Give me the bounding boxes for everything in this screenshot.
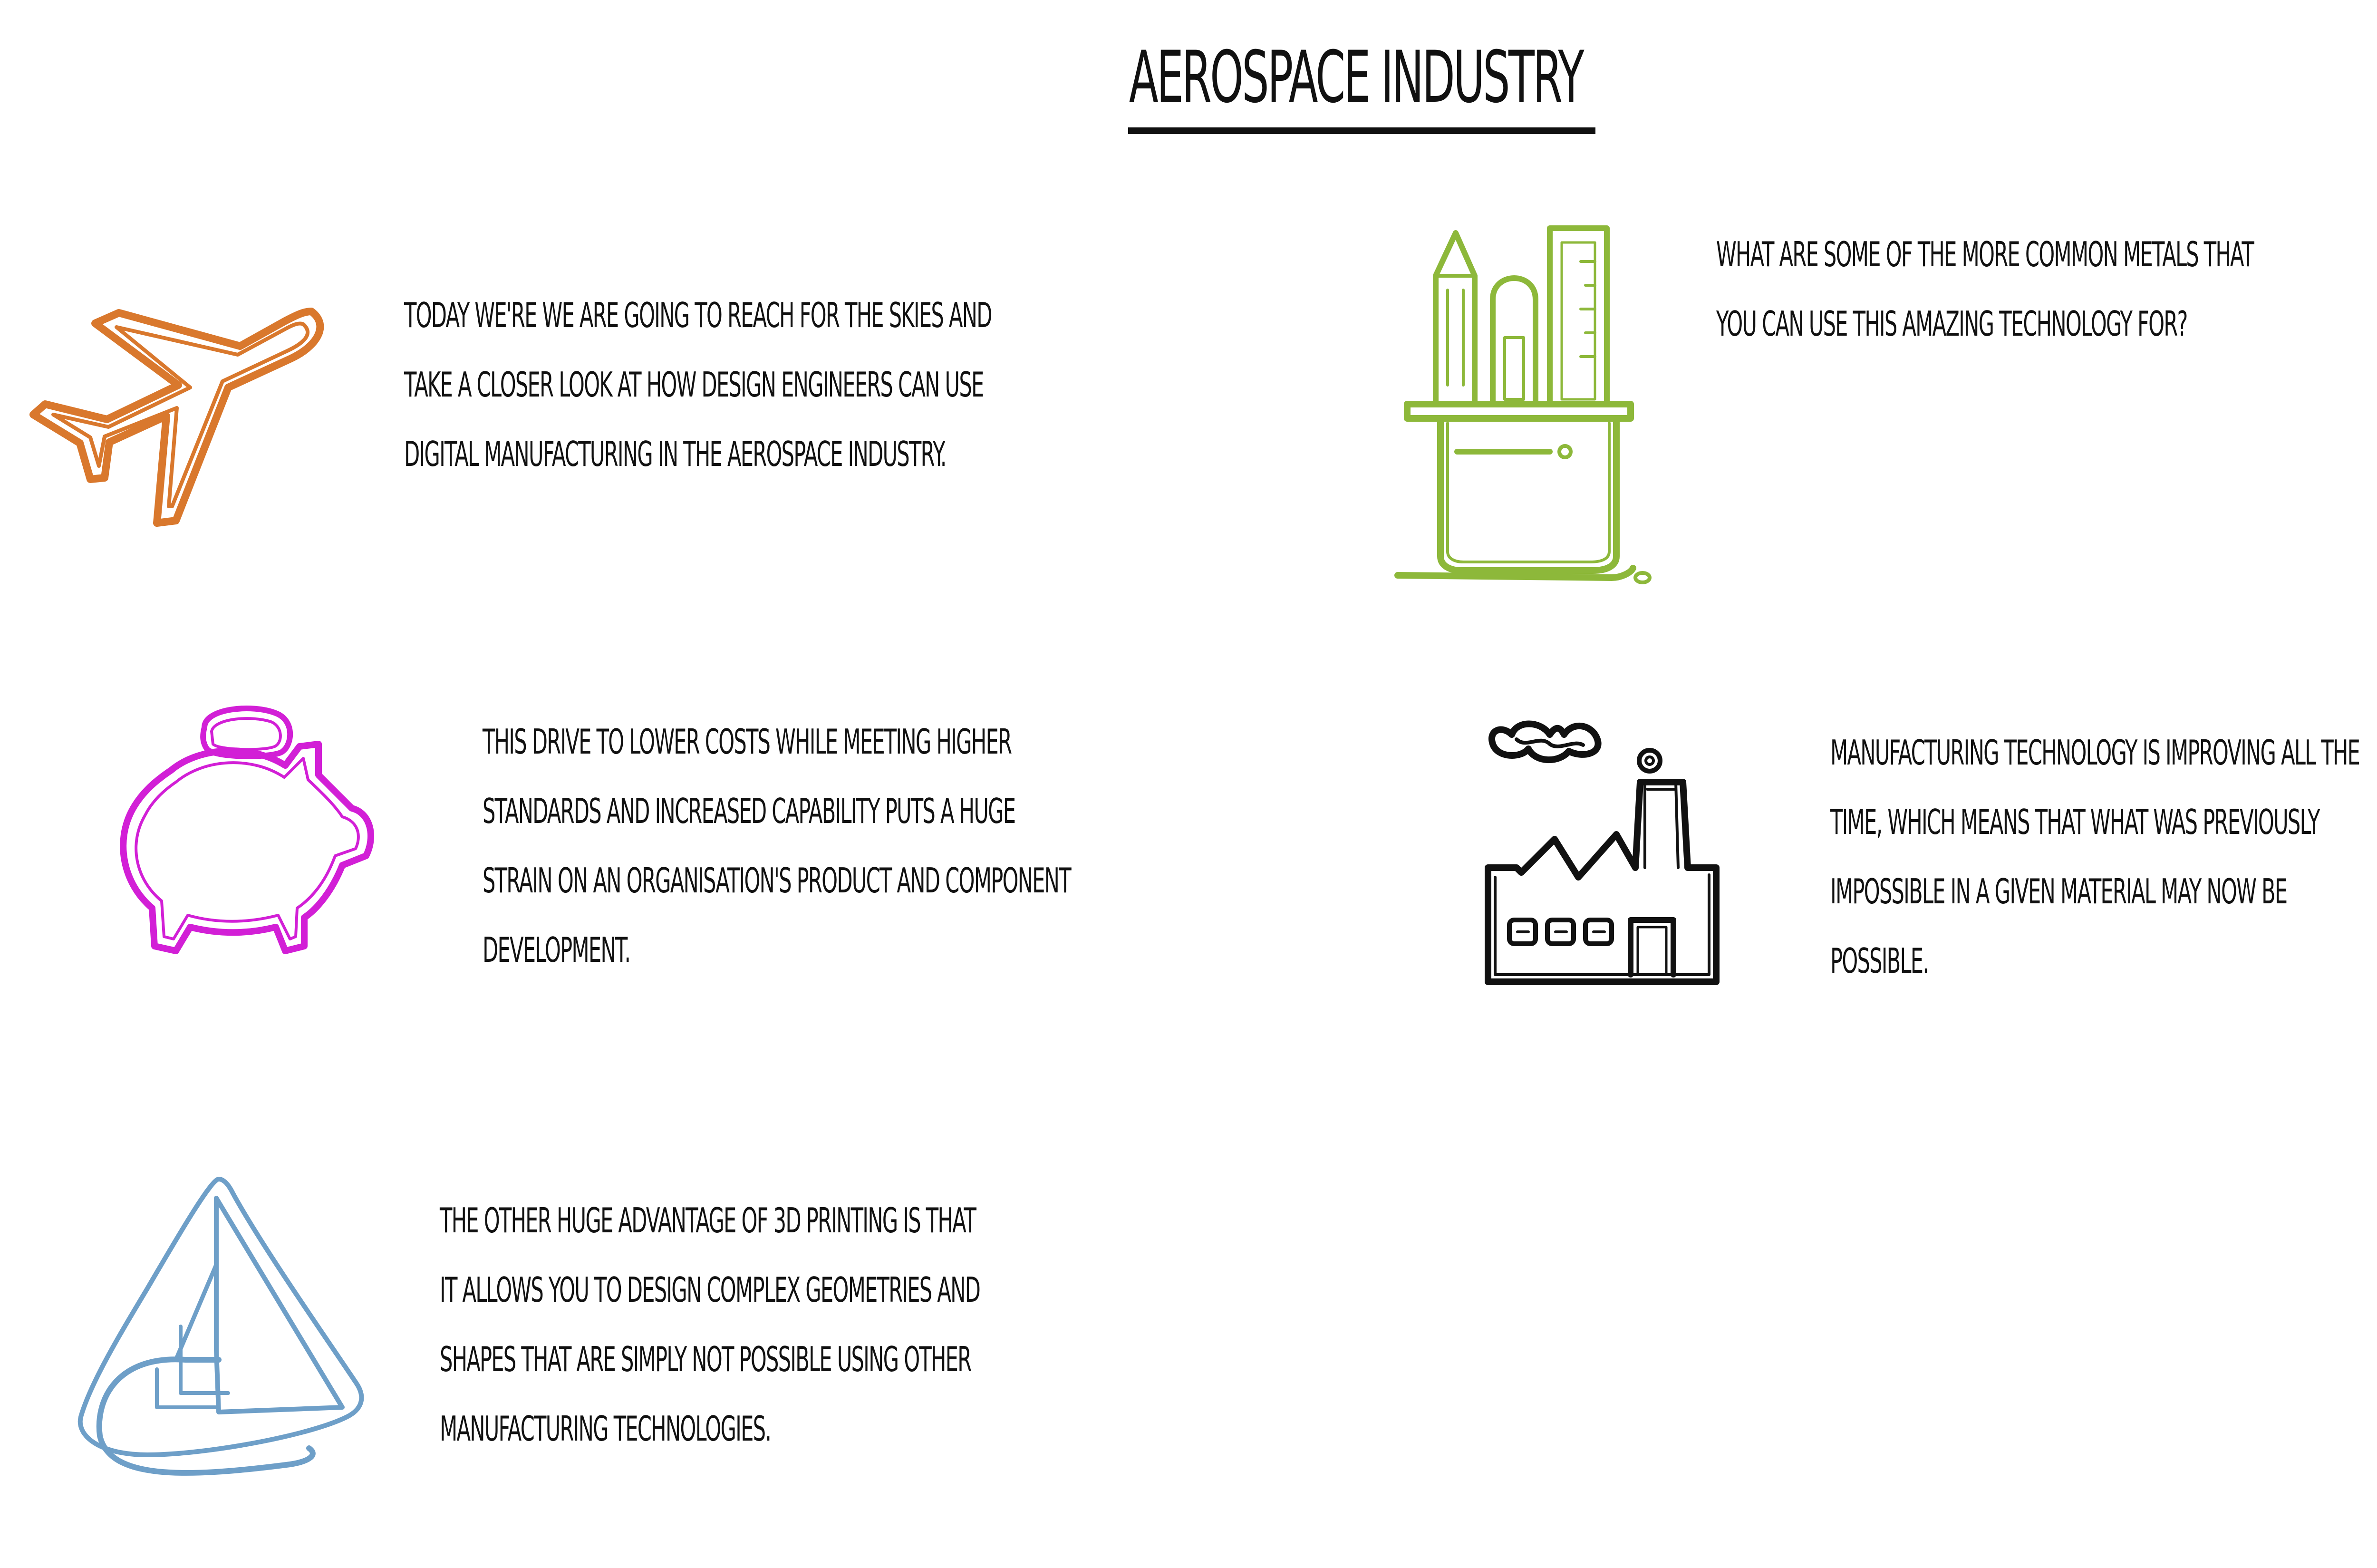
- pencil-cup-icon: [1393, 223, 1659, 594]
- page-title: AEROSPACE INDUSTRY: [1129, 36, 1583, 119]
- factory-icon: [1483, 716, 1730, 991]
- paragraph-technology-improving: MANUFACTURING TECHNOLOGY IS IMPROVING ALL THE TIME, WHICH MEANS THAT WHAT WAS PREVIOUSLY IMPOSSIBLE IN A GIVEN MATERIAL MAY NOW BE POSSIBLE.: [1830, 733, 2360, 981]
- paragraph-reach-for-skies: TODAY WE'RE WE ARE GOING TO REACH FOR THE SKIES AND TAKE A CLOSER LOOK AT HOW DESIGN ENGINEERS CAN USE DIGITAL MANUFACTURING IN THE AEROSPACE INDUSTRY.: [404, 295, 992, 474]
- paragraph-lower-costs: THIS DRIVE TO LOWER COSTS WHILE MEETING HIGHER STANDARDS AND INCREASED CAPABILITY PUTS A HUGE STRAIN ON AN ORGANISATION'S PRODUCT AND COMPONENT DEVELOPMENT.: [483, 722, 1071, 970]
- title-underline: [1128, 127, 1595, 134]
- airplane-icon: [19, 290, 333, 528]
- paragraph-complex-geometries: THE OTHER HUGE ADVANTAGE OF 3D PRINTING IS THAT IT ALLOWS YOU TO DESIGN COMPLEX GEOMETRIES AND SHAPES THAT ARE SIMPLY NOT POSSIBLE USING OTHER MANUFACTURING TECHNOLOGIES.: [440, 1200, 980, 1449]
- geometry-triangle-icon: [62, 1170, 376, 1493]
- paragraph-common-metals: WHAT ARE SOME OF THE MORE COMMON METALS THAT YOU CAN USE THIS AMAZING TECHNOLOGY FOR?: [1716, 234, 2254, 344]
- piggy-bank-icon: [95, 699, 390, 994]
